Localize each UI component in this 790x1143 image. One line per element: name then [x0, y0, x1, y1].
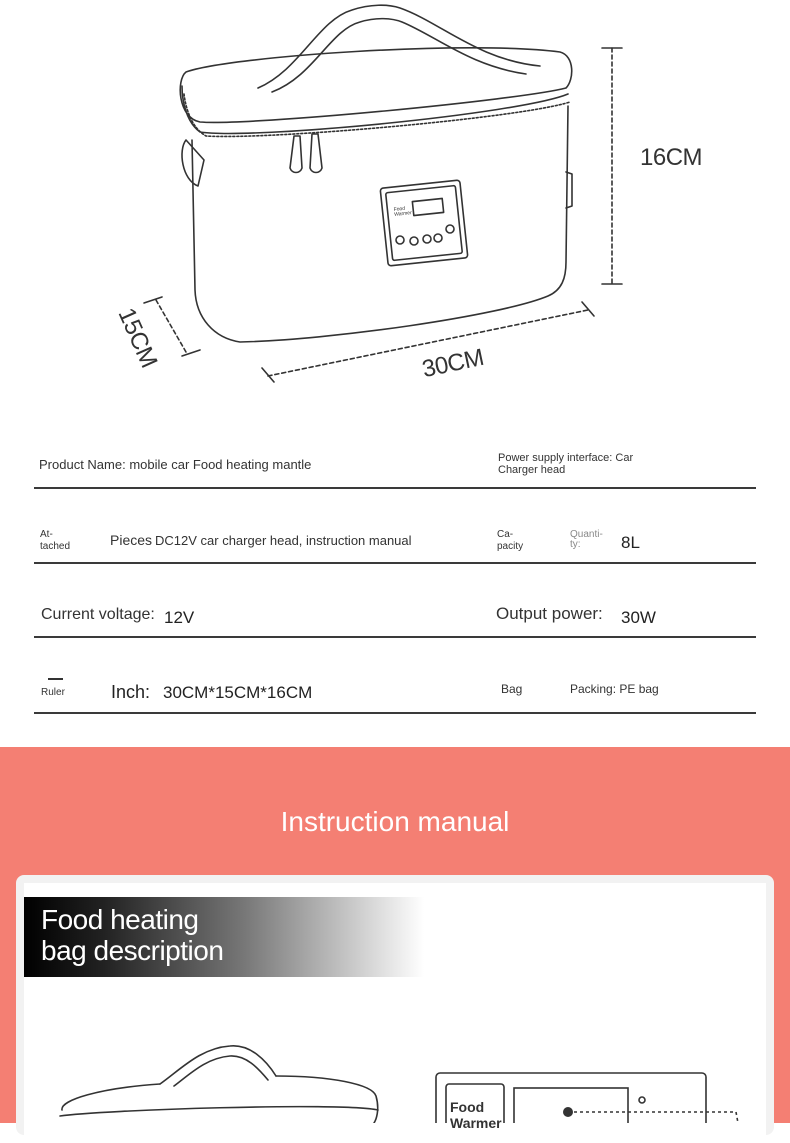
- output-power-label: Output power:: [496, 604, 603, 623]
- capacity-label: Ca- pacity: [497, 529, 524, 552]
- inch-label: Inch:: [111, 682, 151, 702]
- current-voltage-label: Current voltage:: [41, 606, 155, 623]
- quantity-label: Quanti- ty:: [570, 529, 603, 550]
- power-supply-interface: Power supply interface: Car Charger head: [498, 452, 634, 476]
- control-panel-brand: Food Warmer: [450, 1099, 502, 1131]
- product-name: Product Name: mobile car Food heating mantle: [39, 457, 312, 472]
- ruler-label: Ruler: [41, 687, 65, 698]
- inch-value: 30CM*15CM*16CM: [163, 683, 313, 702]
- packing-value: Packing: PE bag: [570, 682, 659, 696]
- ruler-icon: [48, 678, 63, 680]
- divider: [34, 487, 756, 489]
- width-dimension-label: 30CM: [419, 343, 487, 384]
- divider: [34, 712, 756, 714]
- capacity-value: 8L: [621, 533, 640, 552]
- output-power-value: 30W: [621, 608, 656, 627]
- current-voltage-value: 12V: [164, 608, 195, 627]
- attached-label: At- tached: [40, 529, 71, 552]
- depth-dimension-label: 15CM: [112, 303, 163, 372]
- description-banner-title: Food heating bag description: [41, 904, 224, 966]
- bag-outline-illustration: [40, 1040, 400, 1123]
- panel-brand-text: Food Warmer: [393, 205, 413, 218]
- bag-label: Bag: [501, 682, 523, 696]
- divider: [34, 636, 756, 638]
- divider: [34, 562, 756, 564]
- instruction-manual-title: Instruction manual: [280, 806, 510, 837]
- pieces-value: DC12V car charger head, instruction manual: [155, 533, 412, 548]
- height-dimension-label: 16CM: [640, 144, 703, 171]
- pieces-label: Pieces: [110, 532, 153, 548]
